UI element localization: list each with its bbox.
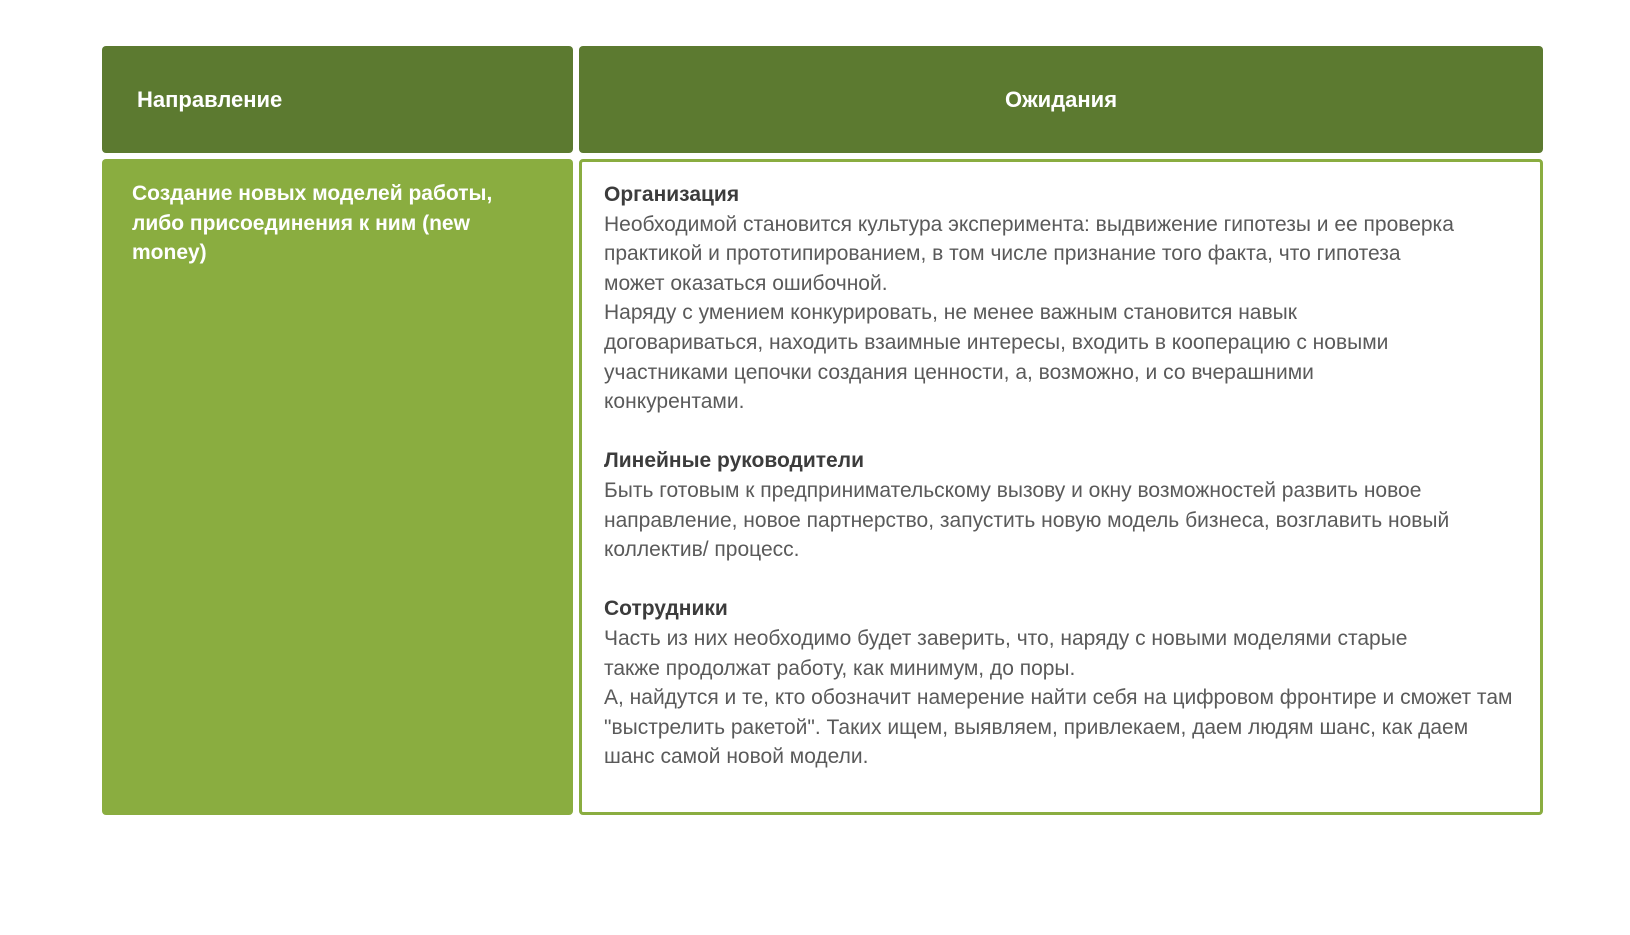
section-paragraph: Часть из них необходимо будет заверить, что, наряду с новыми моделями старые также продолжат работу, как минимум, до поры. — [604, 626, 1408, 680]
section-employees — [604, 594, 1518, 772]
section-paragraph: Необходимой становится культура эксперимента: выдвижение гипотезы и ее проверка практикой и прототипированием, в том числе признание того факта, что гипотеза может оказаться ошибочной. — [604, 212, 1454, 295]
section-organization — [604, 180, 1518, 417]
section-title: Сотрудники — [604, 597, 728, 621]
section-title: Линейные руководители — [604, 449, 864, 473]
header-expectations-label: Ожидания — [1004, 86, 1118, 112]
header-direction — [102, 46, 573, 153]
expectations-cell — [579, 159, 1543, 815]
direction-text: Создание новых моделей работы, либо присоединения к ним (new money) — [132, 182, 493, 264]
section-title: Организация — [604, 183, 740, 206]
header-direction-label: Направление — [137, 86, 283, 112]
section-paragraph: Наряду с умением конкурировать, не менее важным становится навык договариваться, находить взаимные интересы, входить в кооперацию с новыми участниками цепочки создания ценности, а, возможно, и со вчерашними конкурентами. — [604, 301, 1389, 414]
header-expectations — [579, 46, 1543, 153]
section-line-managers — [604, 446, 1518, 564]
section-paragraph: А, найдутся и те, кто обозначит намерение найти себя на цифровом фронтире и сможет там "выстрелить ракетой". Таких ищем, выявляем, привлекаем, даем людям шанс, как даем шанс самой новой модели. — [604, 686, 1513, 769]
direction-cell — [102, 159, 573, 815]
section-paragraph: Быть готовым к предпринимательскому вызову и окну возможностей развить новое направление, новое партнерство, запустить новую модель бизнеса, возглавить новый коллектив/ процесс. — [604, 478, 1450, 562]
